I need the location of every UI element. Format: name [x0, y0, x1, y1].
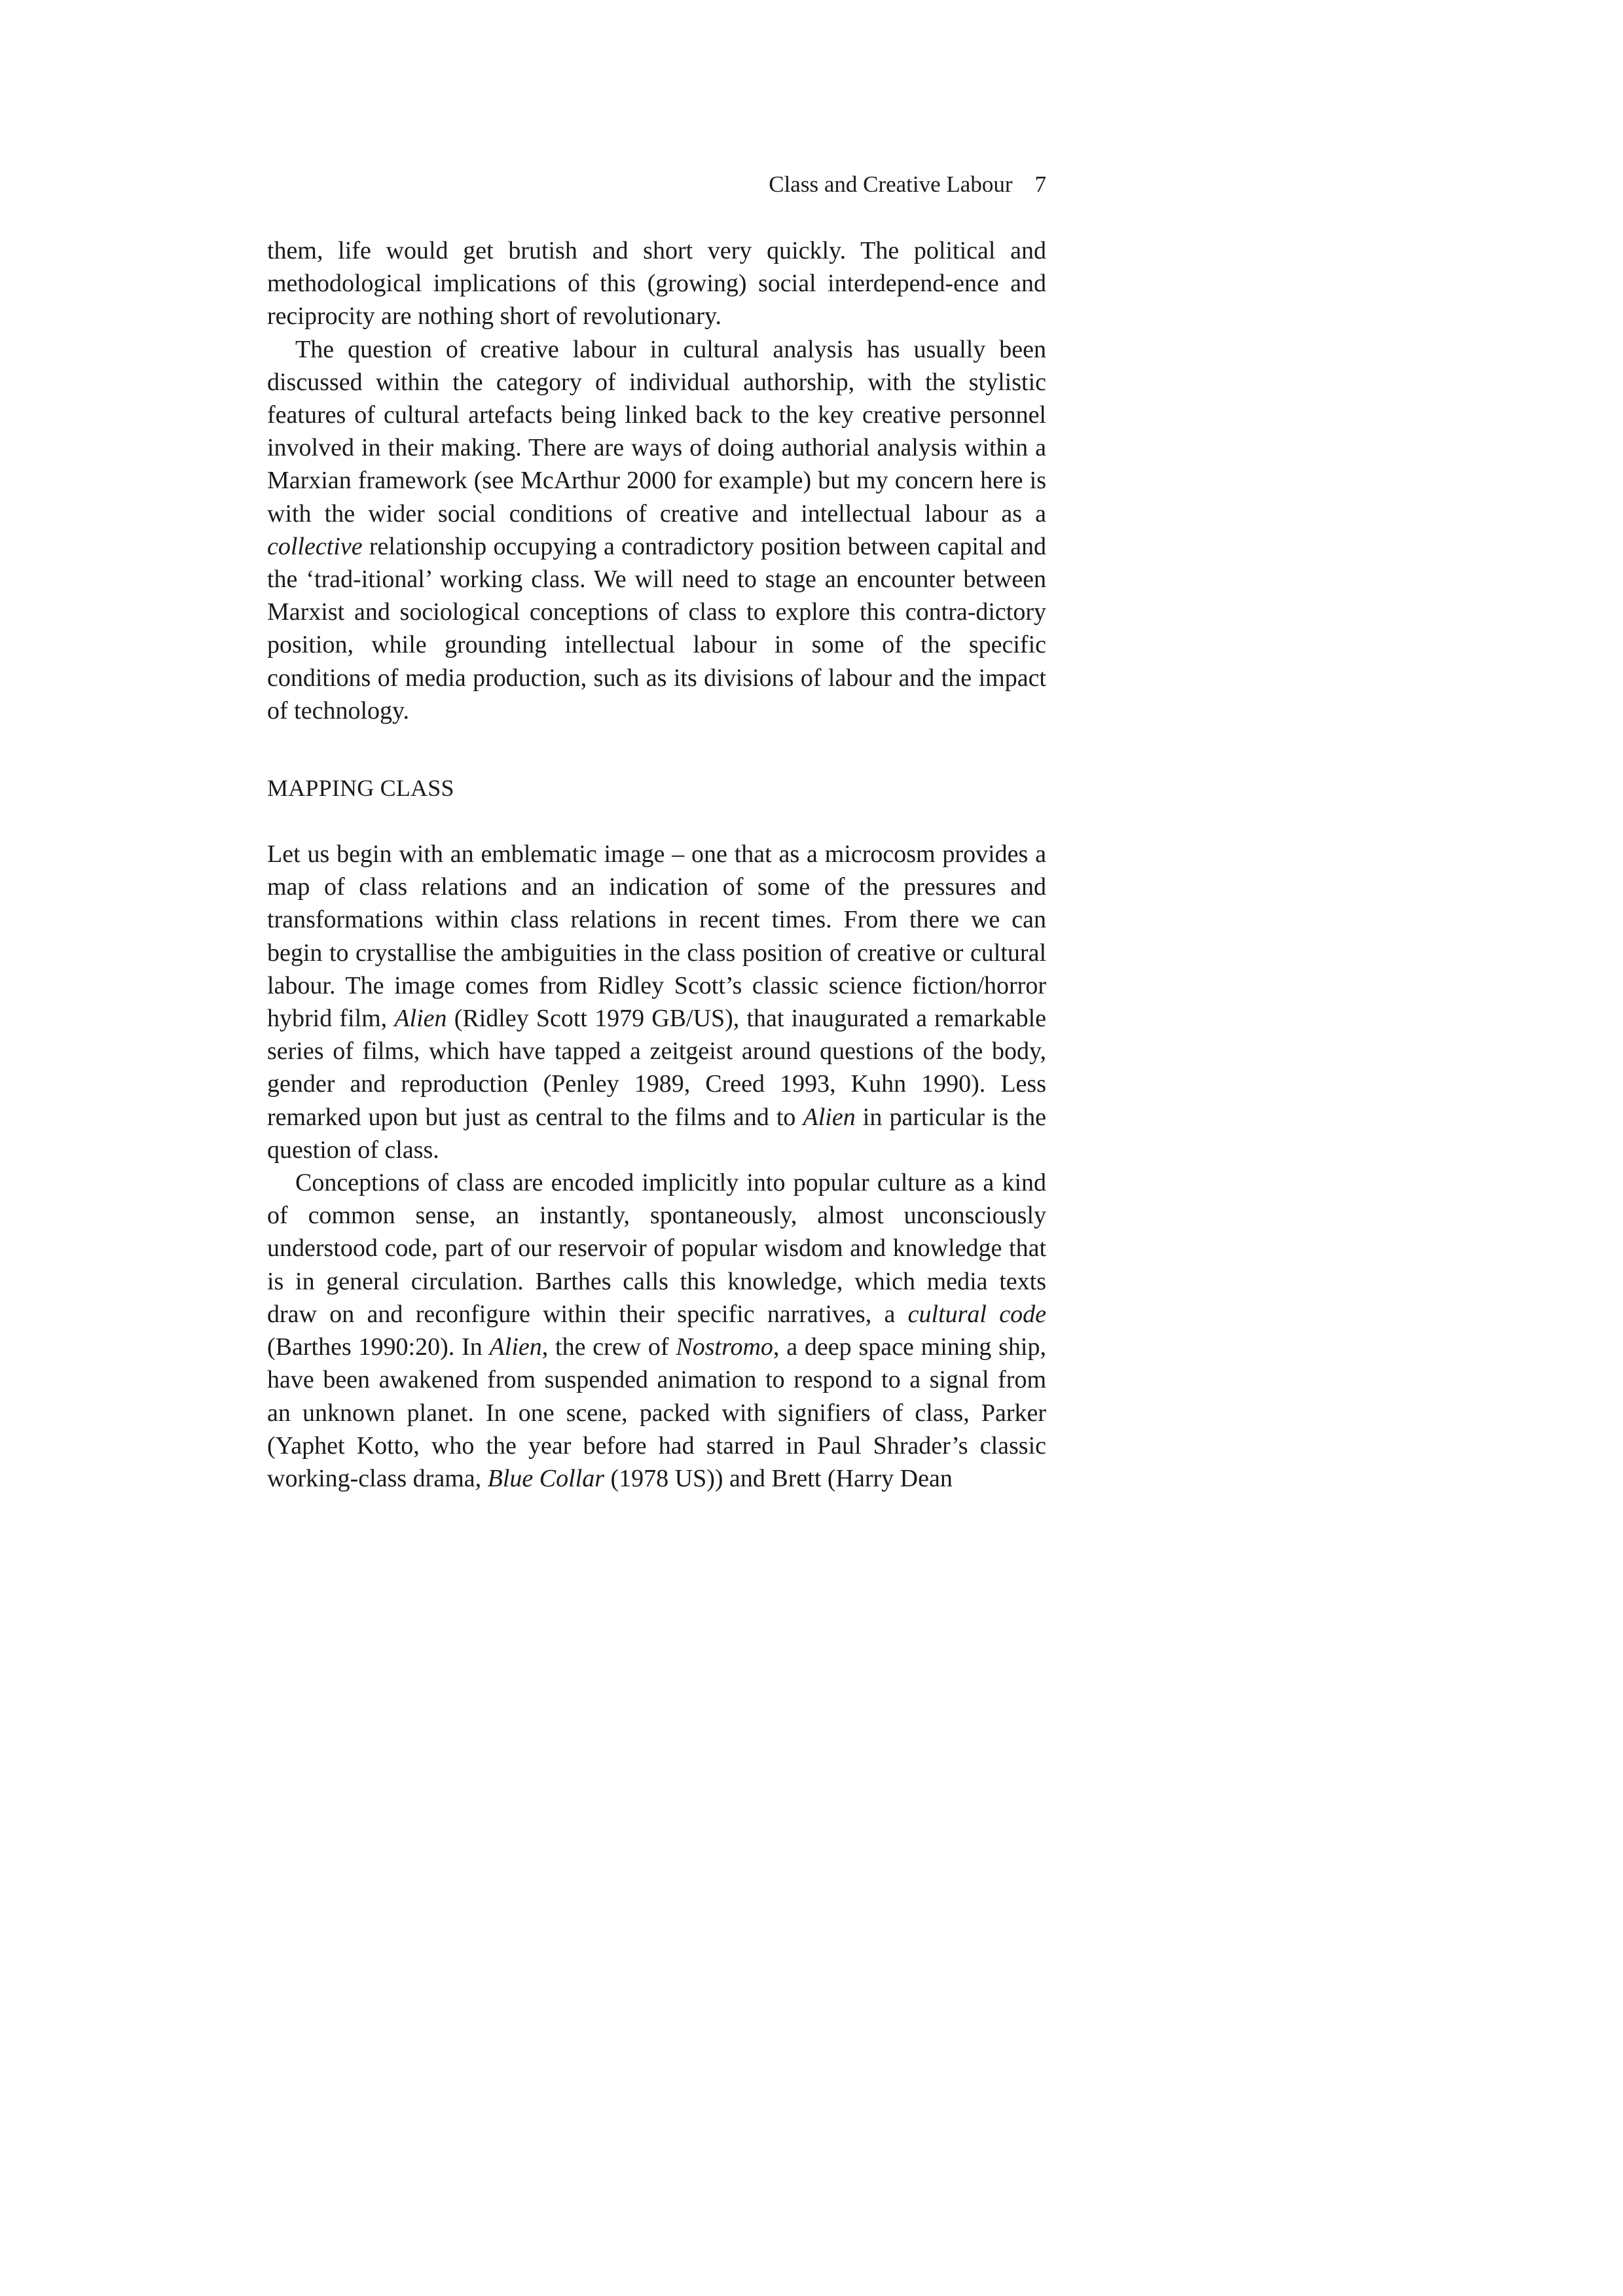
text-run: Conceptions of class are encoded implicitly into popular culture as a kind of common sense, an instantly, spontaneously, almost unconsciously understood code, part of our reservoir of popular wisdom and knowledge that is in general circulation. Barthes calls this knowledge, which media texts draw on and reconfigure within their specific narratives, a	[267, 1169, 1046, 1328]
film-title: Alien	[489, 1333, 542, 1361]
paragraph-continued: them, life would get brutish and short very quickly. The political and methodological implications of this (growing) social interdepend-ence and reciprocity are nothing short of revolutionary.	[267, 237, 1046, 331]
film-title: Blue Collar	[487, 1464, 605, 1492]
text-run: relationship occupying a contradictory position between capital and the ‘trad-itional’ working class. We will need to stage an encounter between Marxist and sociological conceptions of class to explore this contra-dictory position, while grounding intellectual labour in some of the specific conditions of media production, such as its divisions of labour and the impact of technology.	[267, 532, 1046, 725]
paragraph-conceptions-of-class	[267, 1166, 1046, 1495]
page-number: 7	[1034, 171, 1046, 197]
running-title: Class and Creative Labour	[769, 171, 1013, 197]
text-run: The question of creative labour in cultural analysis has usually been discussed within the category of individual authorship, with the stylistic features of cultural artefacts being linked back to the key creative personnel involved in their making. There are ways of doing authorial analysis within a Marxian framework (see McArthur 2000 for example) but my concern here is with the wider social conditions of creative and intellectual labour as a	[267, 335, 1046, 528]
section-heading: MAPPING CLASS	[267, 775, 454, 802]
text-run: , the crew of	[541, 1333, 676, 1361]
text-run: Let us begin with an emblematic image – one that as a microcosm provides a map of class relations and an indication of some of the pressures and transformations within class relations in recent times. From there we can begin to crystallise the ambiguities in the class position of creative or cultural labour. The image comes from Ridley Scott’s classic science fiction/horror hybrid film,	[267, 840, 1046, 1033]
paragraph-creative-labour	[267, 333, 1046, 727]
text-run: , a deep space mining ship, have been awakened from suspended animation to respond to a signal from an unknown planet. In one scene, packed with signifiers of class, Parker (Yaphet Kotto, who the year before had starred in Paul Shrader’s classic working-class drama,	[267, 1333, 1046, 1492]
body-text	[267, 234, 1046, 1495]
film-title: Alien	[803, 1103, 856, 1131]
text-run: (Ridley Scott 1979 GB/US), that inaugurated a remarkable series of films, which have tapped a zeitgeist around questions of the body, gender and reproduction (Penley 1989, Creed 1993, Kuhn 1990). Less remarked upon but just as central to the films and to	[267, 1005, 1046, 1131]
text-run: in particular is the question of class.	[267, 1103, 1046, 1164]
italic-term: cultural code	[907, 1300, 1046, 1328]
text-run: (1978 US)) and Brett (Harry Dean	[604, 1464, 953, 1492]
text-run: (Barthes 1990:20). In	[267, 1333, 490, 1361]
paragraph-emblematic-image	[267, 838, 1046, 1166]
running-head	[267, 169, 1046, 200]
ship-name: Nostromo	[676, 1333, 773, 1361]
film-title: Alien	[394, 1005, 447, 1033]
italic-term: collective	[267, 532, 363, 560]
